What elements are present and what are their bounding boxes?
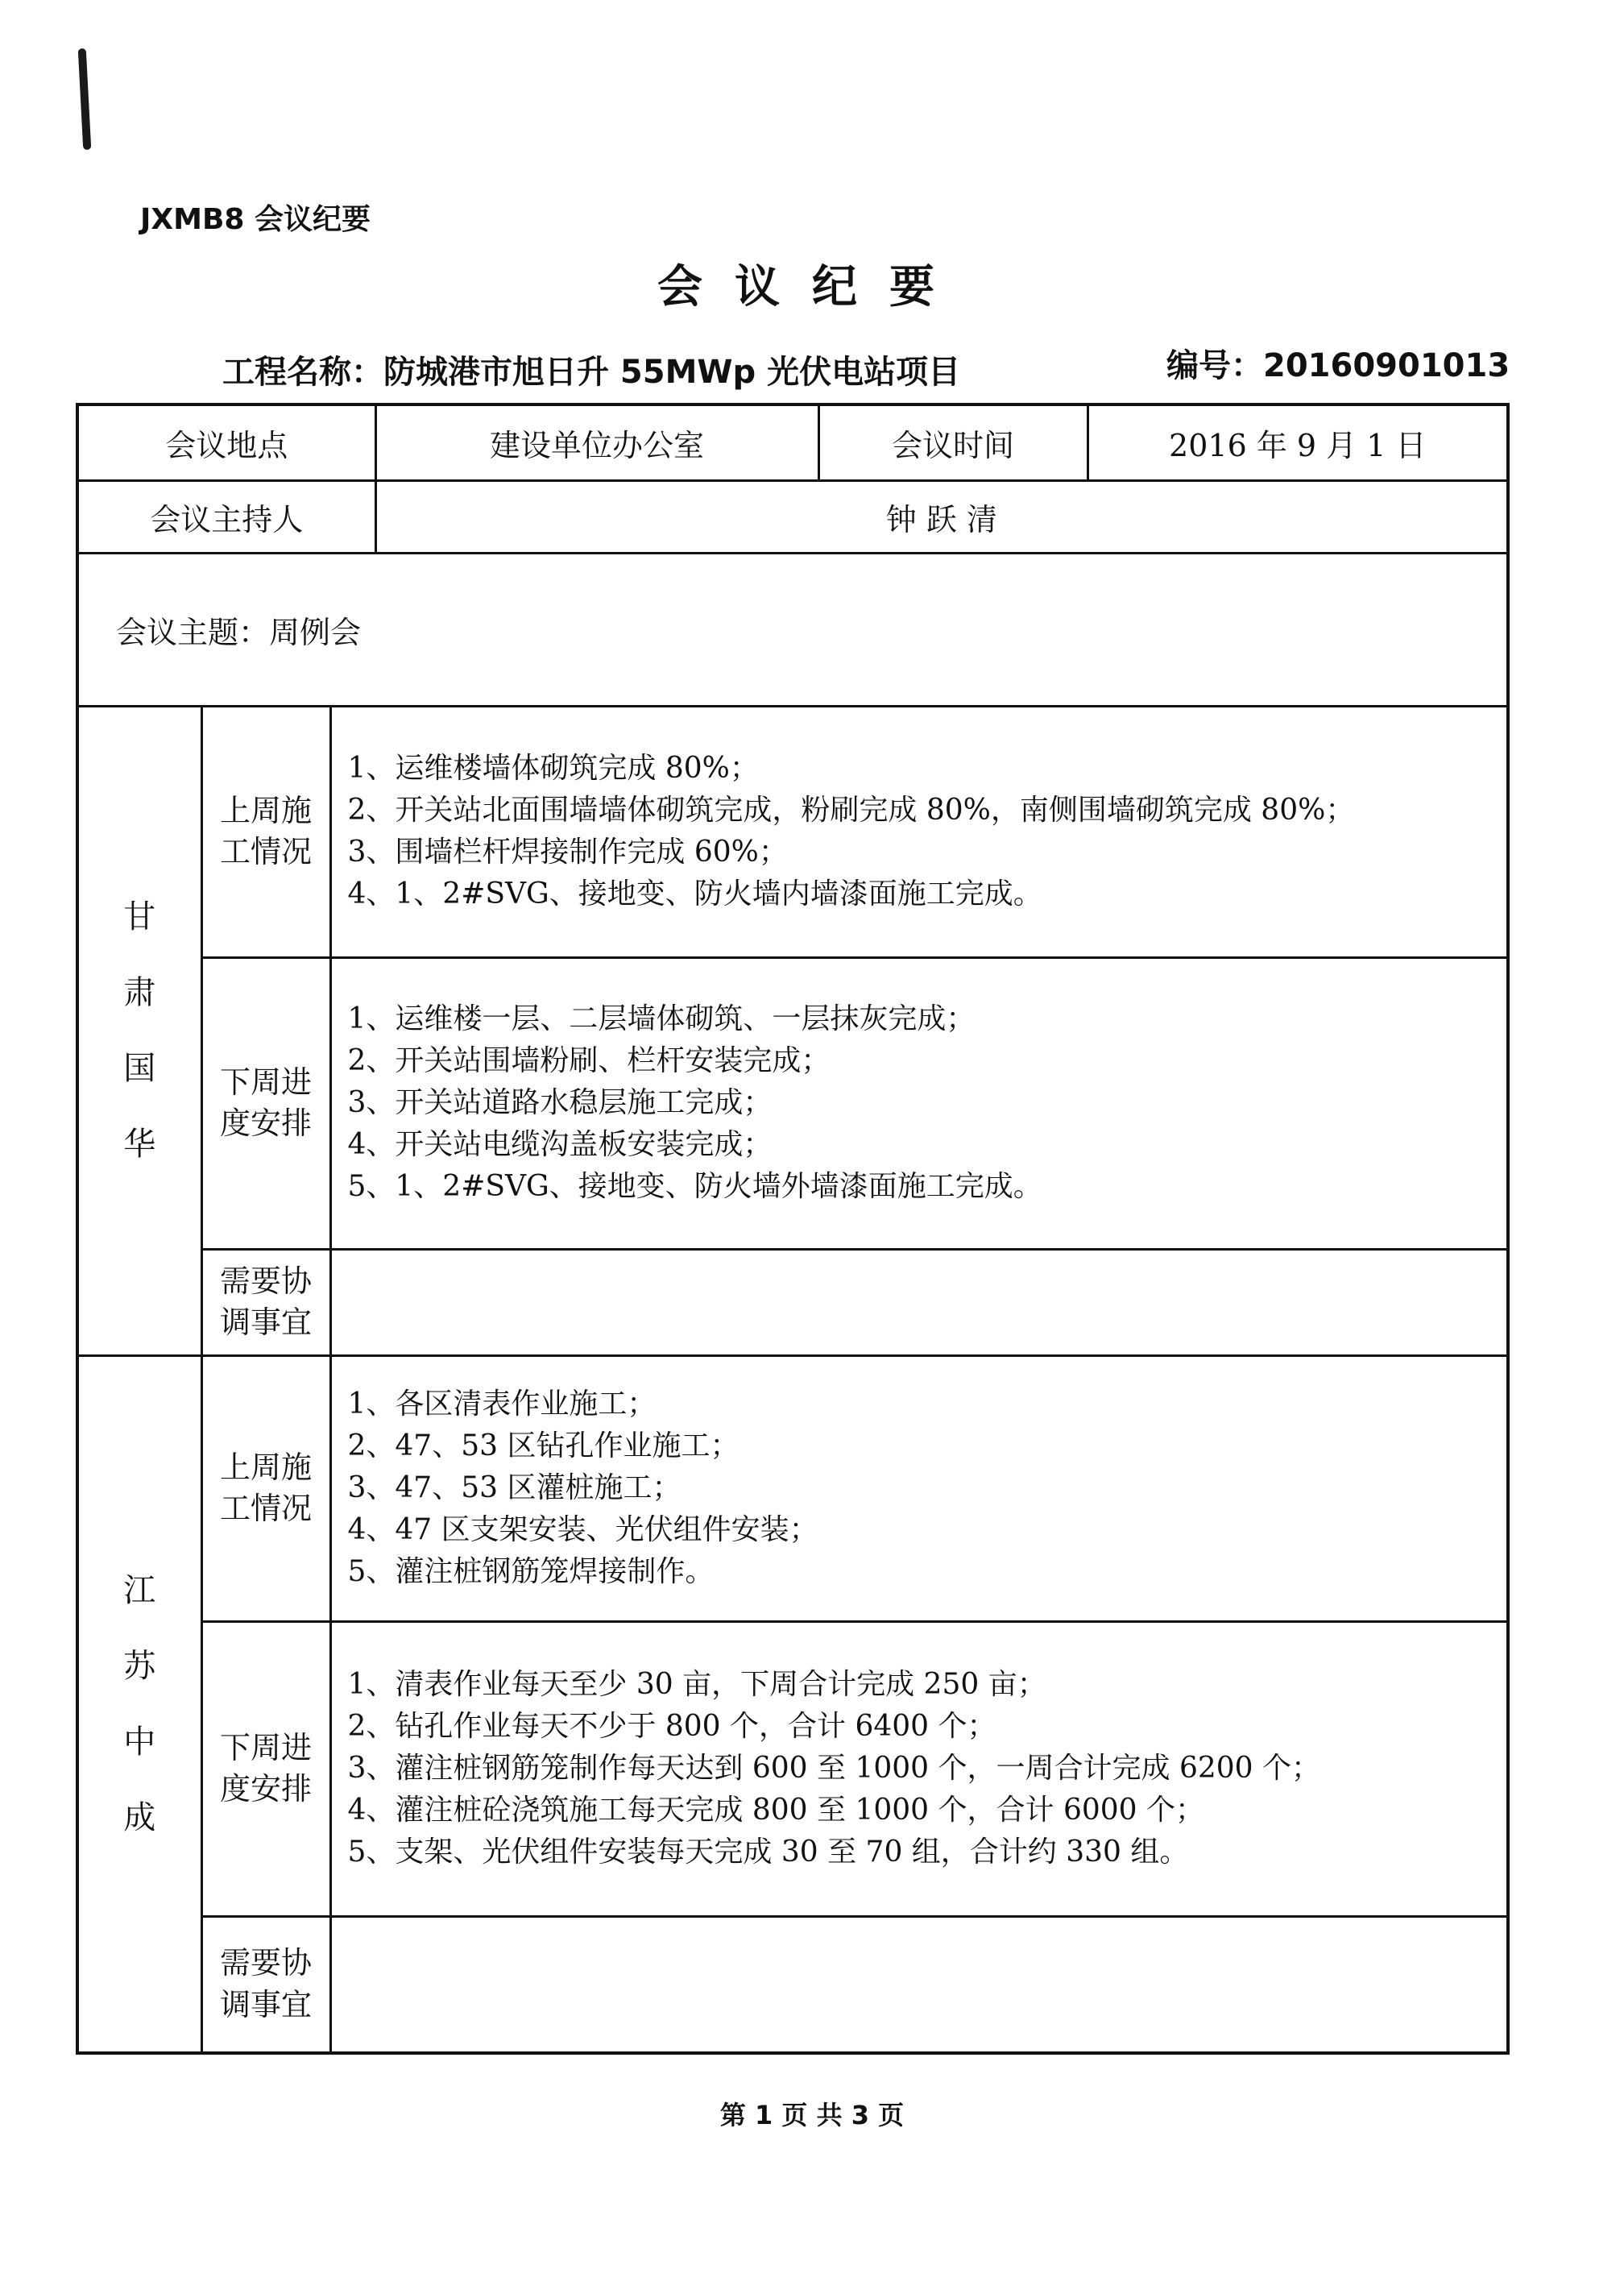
company-2-char: 中 [123, 1723, 156, 1761]
company-2-char: 苏 [123, 1647, 156, 1685]
project-name: 工程名称：防城港市旭日升 55MWp 光伏电站项目 [222, 354, 961, 391]
label-line: 度安排 [219, 1105, 312, 1141]
list-item: 3、开关站道路水稳层施工完成； [347, 1086, 773, 1119]
company-1-char: 甘 [123, 898, 156, 935]
host-value: 钟 跃 清 [375, 480, 1508, 553]
list-item: 1、各区清表作业施工； [347, 1388, 657, 1421]
host-label: 会议主持人 [77, 480, 375, 553]
label-line: 需要协 [219, 1263, 312, 1299]
last-week-items [330, 1355, 1508, 1621]
label-line: 工情况 [219, 1491, 312, 1526]
last-week-label [201, 706, 330, 957]
next-week-items [330, 957, 1508, 1249]
label-line: 调事宜 [219, 1305, 312, 1340]
page-number: 第 1 页 共 3 页 [719, 2100, 905, 2130]
list-item: 2、开关站北面围墙墙体砌筑完成，粉刷完成 80%，南侧围墙砌筑完成 80%； [347, 794, 1355, 827]
section-2-last-week-row [77, 1355, 1508, 1621]
coordination-content [330, 1916, 1508, 2053]
list-item: 3、灌注桩钢筋笼制作每天达到 600 至 1000 个，一周合计完成 6200 个； [347, 1752, 1321, 1785]
list-item: 5、支架、光伏组件安装每天完成 30 至 70 组，合计约 330 组。 [347, 1836, 1189, 1869]
company-2-char: 成 [123, 1798, 156, 1836]
label-line: 调事宜 [219, 1986, 312, 2022]
company-1-char: 华 [123, 1126, 156, 1163]
section-2-next-week-row [77, 1621, 1508, 1916]
company-1-char: 肃 [123, 974, 156, 1011]
list-item: 5、灌注桩钢筋笼焊接制作。 [347, 1555, 715, 1588]
list-item: 5、1、2#SVG、接地变、防火墙外墙漆面施工完成。 [347, 1170, 1042, 1203]
topic-row [77, 553, 1508, 706]
label-line: 上周施 [219, 1449, 312, 1485]
next-week-items [330, 1621, 1508, 1916]
host-row [77, 480, 1508, 553]
list-item: 1、运维楼墙体砌筑完成 80%； [347, 752, 759, 785]
location-value: 建设单位办公室 [375, 404, 818, 480]
list-item: 3、围墙栏杆焊接制作完成 60%； [347, 836, 788, 869]
label-line: 下周进 [219, 1729, 312, 1765]
time-value: 2016 年 9 月 1 日 [1088, 404, 1508, 480]
time-label: 会议时间 [818, 404, 1088, 480]
minutes-table [76, 403, 1510, 2055]
label-line: 上周施 [219, 792, 312, 828]
label-line: 下周进 [219, 1064, 312, 1100]
next-week-label [201, 1621, 330, 1916]
meeting-info-row [77, 404, 1508, 480]
list-item: 4、灌注桩砼浇筑施工每天完成 800 至 1000 个，合计 6000 个； [347, 1794, 1205, 1827]
list-item: 4、1、2#SVG、接地变、防火墙内墙漆面施工完成。 [347, 877, 1042, 911]
list-item: 2、开关站围墙粉刷、栏杆安装完成； [347, 1044, 831, 1077]
serial-number: 编号：20160901013 [1166, 347, 1510, 384]
handwritten-stroke [78, 48, 92, 150]
section-1-last-week-row [77, 706, 1508, 957]
last-week-label [201, 1355, 330, 1621]
form-code: JXMB8 会议纪要 [140, 203, 371, 236]
list-item: 1、清表作业每天至少 30 亩，下周合计完成 250 亩； [347, 1668, 1046, 1701]
coordination-content [330, 1249, 1508, 1355]
company-2-char: 江 [123, 1571, 156, 1609]
list-item: 4、开关站电缆沟盖板安装完成； [347, 1128, 773, 1161]
label-line: 工情况 [219, 834, 312, 869]
company-1 [77, 706, 201, 1355]
meeting-topic: 会议主题：周例会 [77, 553, 1508, 706]
company-2 [77, 1355, 201, 2053]
last-week-items [330, 706, 1508, 957]
location-label: 会议地点 [77, 404, 375, 480]
section-1-coordination-row [77, 1249, 1508, 1355]
coordination-label [201, 1249, 330, 1355]
label-line: 度安排 [219, 1771, 312, 1806]
document-title: 会议纪要 [657, 261, 967, 313]
list-item: 1、运维楼一层、二层墙体砌筑、一层抹灰完成； [347, 1002, 976, 1035]
section-2-coordination-row [77, 1916, 1508, 2053]
section-1-next-week-row [77, 957, 1508, 1249]
list-item: 2、47、53 区钻孔作业施工； [347, 1429, 740, 1462]
next-week-label [201, 957, 330, 1249]
list-item: 3、47、53 区灌桩施工； [347, 1471, 682, 1504]
list-item: 2、钻孔作业每天不少于 800 个，合计 6400 个； [347, 1710, 996, 1743]
company-1-char: 国 [123, 1050, 156, 1087]
label-line: 需要协 [219, 1945, 312, 1981]
coordination-label [201, 1916, 330, 2053]
list-item: 4、47 区支架安装、光伏组件安装； [347, 1513, 818, 1546]
